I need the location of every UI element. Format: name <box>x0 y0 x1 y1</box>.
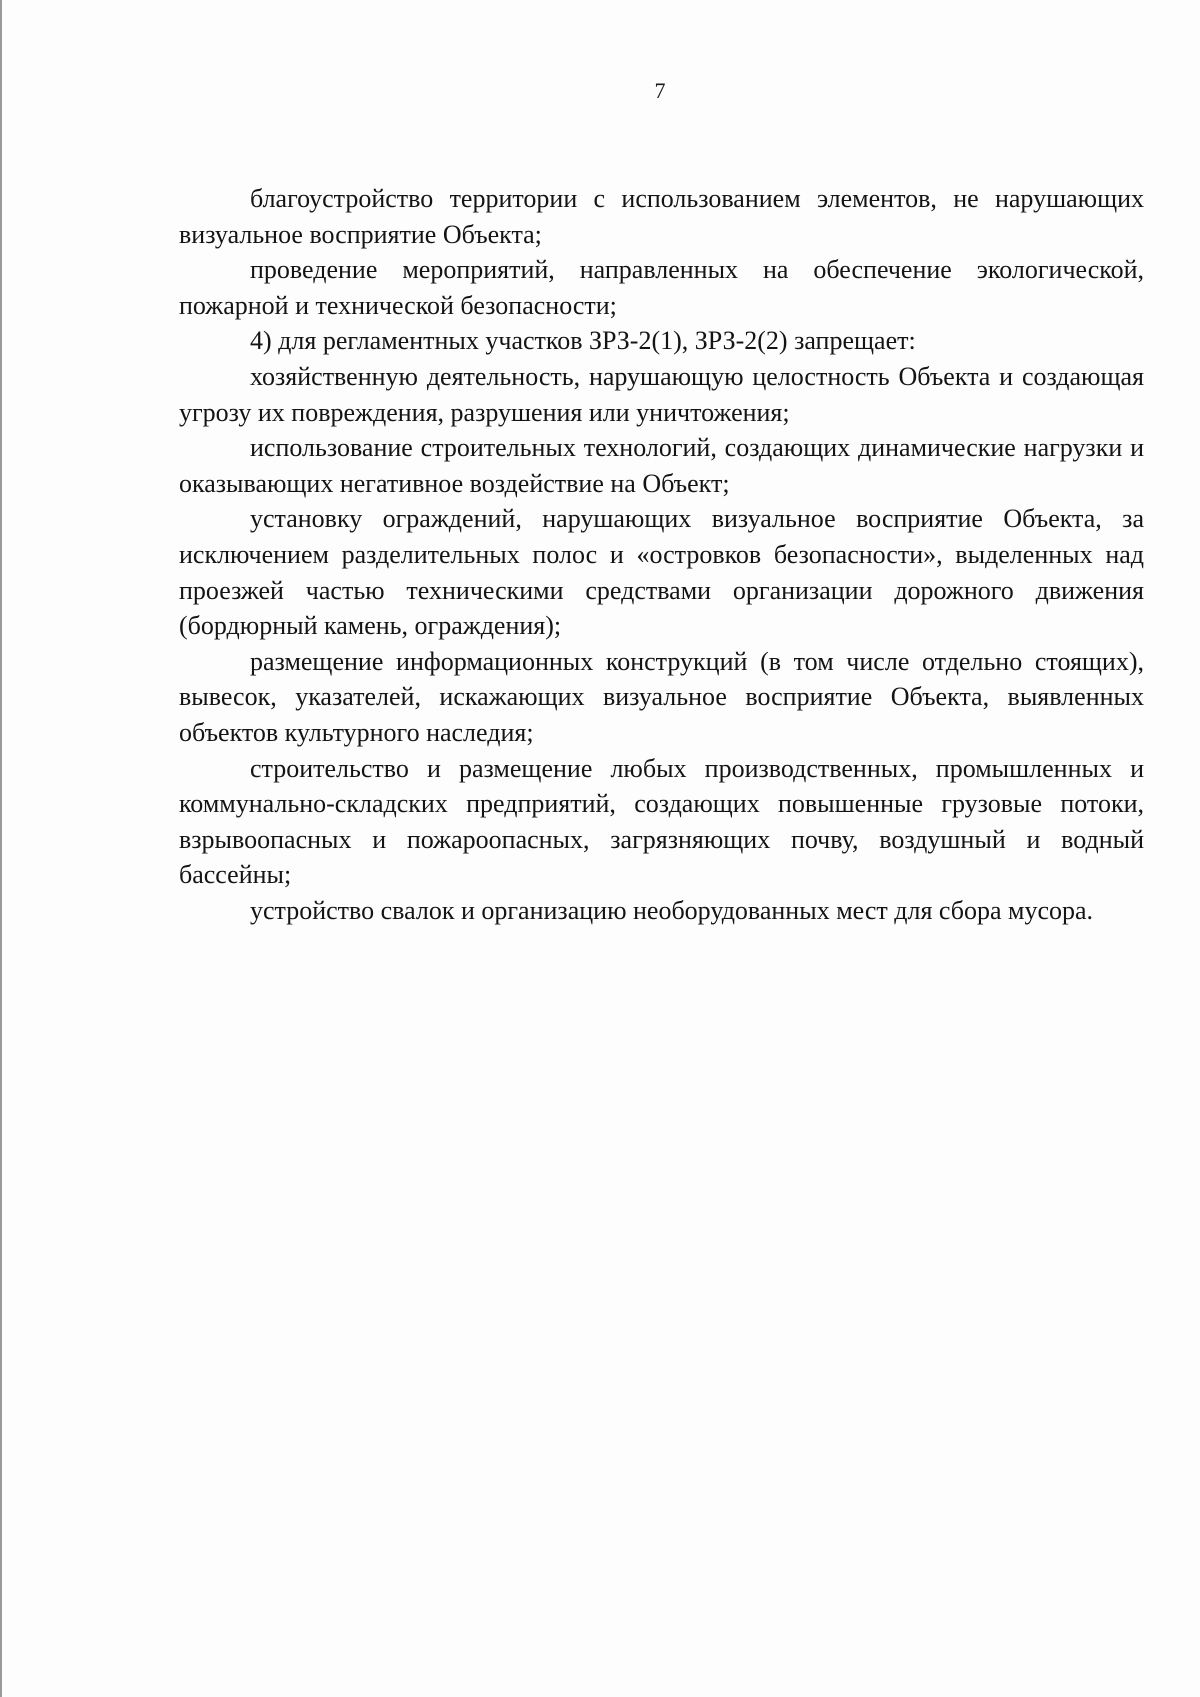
paragraph: использование строительных технологий, создающих динамические нагрузки и оказывающих негативное воздействие на Объект; <box>179 433 1144 498</box>
paragraph: размещение информационных конструкций (в том числе отдельно стоящих), вывесок, указателей, искажающих визуальное восприятие Объекта, выявленных объектов культурного наследия; <box>179 646 1144 747</box>
document-body <box>179 181 1144 928</box>
paragraph: 4) для регламентных участков ЗРЗ-2(1), ЗРЗ-2(2) запрещает: <box>250 326 916 356</box>
paragraph: благоустройство территории с использованием элементов, не нарушающих визуальное восприятие Объекта; <box>179 184 1144 249</box>
paragraph: строительство и размещение любых производственных, промышленных и коммунально-складских предприятий, создающих повышенные грузовые потоки, взрывоопасных и пожароопасных, загрязняющих почву, воздушный и водный бассейны; <box>179 753 1144 890</box>
paragraph: хозяйственную деятельность, нарушающую целостность Объекта и создающая угрозу их повреждения, разрушения или уничтожения; <box>179 361 1144 427</box>
page-number: 7 <box>654 78 666 103</box>
paragraph: устройство свалок и организацию необорудованных мест для сбора мусора. <box>250 895 1094 925</box>
paragraph: проведение мероприятий, направленных на обеспечение экологической, пожарной и технической безопасности; <box>179 255 1144 320</box>
paragraph: установку ограждений, нарушающих визуальное восприятие Объекта, за исключением разделительных полос и «островков безопасности», выделенных над проезжей частью техническими средствами организации дорожного движения (бордюрный камень, ограждения); <box>179 504 1144 641</box>
scan-left-edge <box>0 0 2 1697</box>
